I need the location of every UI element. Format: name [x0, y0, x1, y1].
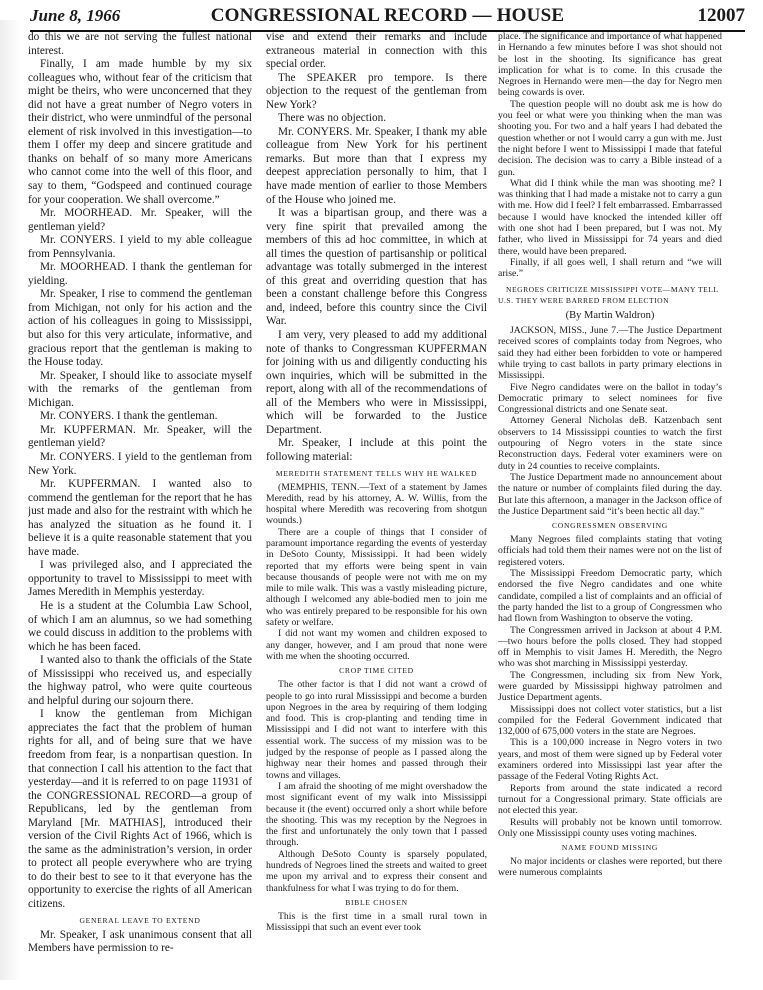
quoted-paragraph: The Congressmen arrived in Jackson at about 4 P.M.—two hours before the polls closed. They had stopped off in Memphis to visit James H. Meredith, the Negro who was shot marching in Mississippi yesterday.: [498, 624, 722, 670]
quoted-paragraph: The Justice Department made no announcement about the nature or number of complaints filed during the day. But late this afternoon, a manager in the Jackson office of the Justice Department said “it’s been hectic all day.”: [498, 471, 722, 517]
paragraph: Mr. CONYERS. Mr. Speaker, I thank my able colleague from New York for his pertinent remarks. But more than that I express my deepest appreciation personally to him, that I have made mention of earlier to those Members of the House who joined me.: [266, 125, 487, 206]
section-heading: CROP TIME CITED: [339, 666, 414, 676]
scan-edge-shadow: [0, 20, 20, 980]
quoted-paragraph: The Congressmen, including six from New York, were guarded by Mississippi highway patrolmen and Justice Department agents.: [498, 669, 722, 704]
quoted-paragraph: Although DeSoto County is sparsely populated, hundreds of Negroes lined the streets and waited to greet me upon my arrival and to express their consent and thankfulness for what I was trying to do for them.: [266, 848, 487, 894]
paragraph: Mr. Speaker, I rise to commend the gentleman from Michigan, not only for his action and the action of his colleagues in going to Mississippi, but also for this very articulate, informative, and gracious report that the gentleman is making to the House today.: [28, 288, 252, 369]
quoted-paragraph: No major incidents or clashes were reported, but there were numerous complaints: [498, 856, 722, 879]
paragraph: Finally, I am made humble by my six colleagues who, without fear of the criticism that might be theirs, who were unconcerned that they did not have a great number of Negro voters in their district, who were unmindful of the personal element of risk involved in this investigation—to them I offer my deep and sincere gratitude and thanks on behalf of so many more Americans who cannot come into the well of this floor, and say to them, “Godspeed and continued courage for your cooperation. We shall overcome.”: [28, 58, 252, 206]
quoted-paragraph: Attorney General Nicholas deB. Katzenbach sent observers to 14 Mississippi counties to watch the first outpouring of Negro voters in the state since Reconstruction days. Federal voter examiners were on duty in 24 counties to receive complaints.: [498, 415, 722, 472]
paragraph: I wanted also to thank the officials of the State of Mississippi who received us, and especially the highway patrol, who were quite courteous and helpful during our sojourn there.: [28, 654, 252, 707]
paragraph: I am very, very pleased to add my additional note of thanks to Congressman KUPFERMAN for joining with us and diligently conducting his own inquiries, which will be submitted in the report, along with all of the recommendations of all of the Members who were in Mississippi, which will be forwarded to the Justice Department.: [266, 329, 487, 436]
quoted-paragraph: Mississippi does not collect voter statistics, but a list compiled for the Federal Government indicated that 132,000 of 675,000 voters in the state are Negroes.: [498, 703, 722, 738]
quoted-paragraph: I am afraid the shooting of me might overshadow the most significant event of my walk into Mississippi because it (the event) occurred only a short while before the shooting. This was my reception by the Negroes in the first and unfortunately the only town that I passed through.: [266, 780, 487, 849]
page-number: 12007: [697, 5, 745, 26]
quoted-paragraph: Many Negroes filed complaints stating that voting officials had told them their names were not on the list of registered voters.: [498, 534, 722, 568]
paragraph: vise and extend their remarks and include extraneous material in connection with this special order.: [266, 31, 487, 71]
section-heading: NEGROES CRITICIZE MISSISSIPPI VOTE—MANY TELL U.S. THEY WERE BARRED FROM ELECTION: [498, 284, 719, 305]
paragraph: do this we are not serving the fullest national interest.: [28, 31, 252, 57]
quoted-paragraph: JACKSON, MISS., June 7.—The Justice Department received scores of complaints today from Negroes, who said they had either been forbidden to vote or hampered while trying to cast ballots in party primary elections in Mississippi.: [498, 325, 722, 382]
quoted-paragraph: This is the first time in a small rural town in Mississippi that such an event ever took: [266, 910, 487, 934]
quoted-paragraph: place. The significance and importance of what happened in Hernando a few minutes before I was shot should not be lost in the shooting. Its significance has great implication for what is to come. In this crusade the Negroes in Hernando were men—the day for Negro men being cowards is over.: [498, 31, 722, 99]
quoted-paragraph: Results will probably not be known until tomorrow. Only one Mississippi county uses voting machines.: [498, 816, 722, 839]
section-heading: MEREDITH STATEMENT TELLS WHY HE WALKED: [275, 468, 478, 478]
paragraph: Mr. Speaker, I ask unanimous consent that all Members have permission to re-: [28, 928, 252, 955]
page-header: [30, 4, 745, 32]
paragraph: It was a bipartisan group, and there was a very fine spirit that prevailed among the members of this ad hoc committee, in which at all times the question of partisanship or political advantage was totally submerged in the interest of this great and overriding question that has been a constant challenge before this Congress and, indeed, before this country since the Civil War.: [266, 207, 487, 328]
text-column-3: [498, 31, 722, 984]
paragraph: Mr. MOORHEAD. Mr. Speaker, will the gentleman yield?: [28, 207, 252, 233]
quoted-paragraph: Reports from around the state indicated a record turnout for a Congressional primary. State officials are not elected this year.: [498, 782, 722, 817]
quoted-paragraph: Five Negro candidates were on the ballot in today’s Democratic primary to select nominees for five Congressional districts and one Senate seat.: [498, 381, 722, 416]
section-heading: CONGRESSMEN OBSERVING: [552, 521, 668, 531]
paragraph: He is a student at the Columbia Law School, of which I am an alumnus, so we had something we could discuss in addition to the problems with which he has been faced.: [28, 599, 252, 653]
quoted-paragraph: This is a 100,000 increase in Negro voters in two years, and most of them were signed up by Federal voter examiners ordered into Mississippi last year after the passage of the Federal Voting Rights Act.: [498, 737, 722, 783]
quoted-paragraph: Finally, if all goes well, I shall return and “we will arise.”: [498, 256, 722, 280]
quoted-paragraph: (MEMPHIS, TENN.—Text of a statement by James Meredith, read by his attorney, A. W. Willis, from the hospital where Meredith was recovering from shotgun wounds.): [266, 481, 487, 527]
paragraph: Mr. CONYERS. I yield to the gentleman from New York.: [28, 450, 252, 477]
paragraph: Mr. Speaker, I should like to associate myself with the remarks of the gentleman from Michigan.: [28, 369, 252, 409]
text-column-1: [28, 31, 252, 984]
paragraph: Mr. CONYERS. I yield to my able colleague from Pennsylvania.: [28, 234, 252, 260]
paragraph: There was no objection.: [278, 112, 387, 125]
section-heading: GENERAL LEAVE TO EXTEND: [79, 915, 201, 925]
publication-title: CONGRESSIONAL RECORD — HOUSE: [210, 5, 565, 26]
issue-date: June 8, 1966: [30, 6, 121, 25]
paragraph: I was privileged also, and I appreciated the opportunity to travel to Mississippi to meet with James Meredith in Memphis yesterday.: [28, 559, 252, 599]
quoted-paragraph: What did I think while the man was shooting me? I was thinking that I had made a mistake not to carry a gun with me. How did I feel? I felt embarrassed. Embarrassed because I would have knocked the intended killer off with one shot had I been prepared, but I was not. My father, who lived in Mississippi for 74 years and died there, would have been prepared.: [498, 177, 722, 257]
paragraph: The SPEAKER pro tempore. Is there objection to the request of the gentleman from New York?: [266, 71, 487, 111]
quoted-paragraph: I did not want my women and children exposed to any danger, however, and I am proud that none were with me when the shooting occurred.: [266, 628, 487, 662]
paragraph: Mr. MOORHEAD. I thank the gentleman for yielding.: [28, 261, 252, 287]
paragraph: Mr. KUPFERMAN. I wanted also to commend the gentleman for the report that he has just made and also for the restraint with which he has analyzed the situation as he found it. I believe it is a quite reasonable statement that you have made.: [28, 478, 252, 558]
section-heading: NAME FOUND MISSING: [561, 843, 659, 853]
section-heading: BIBLE CHOSEN: [345, 897, 408, 907]
quoted-paragraph: The question people will no doubt ask me is how do you feel or what were you thinking when the man was shooting you. For two and a half years I had debated the question whether or not I would carry a gun with me. Just the night before I went to Mississippi I made that fateful decision. The decision was to carry a Bible instead of a gun.: [498, 98, 722, 178]
quoted-paragraph: The other factor is that I did not want a crowd of people to go into rural Mississippi and become a burden upon Negroes in the area by requiring of them lodging and food. This is crop-planting and tending time in Mississippi and I did not want to interfere with this essential work. The success of my mission was to be judged by the response of people as I passed along the highway near their homes and passed through their towns and villages.: [266, 679, 487, 781]
byline: (By Martin Waldron): [565, 309, 655, 321]
paragraph: I know the gentleman from Michigan appreciates the fact that the problem of human rights for all, and of being sure that we have freedom from fear, is a nonpartisan question. In that connection I call his attention to the fact that yesterday—and it is referred to on page 11931 of the CONGRESSIONAL RECORD—a group of Republicans, led by the gentleman from Maryland [Mr. MATHIAS], introduced their version of the Civil Rights Act of 1966, which is the same as the administration’s version, in order to protect all people everywhere who are trying to do their best to see to it that everyone has the opportunity to exercise the rights of all American citizens.: [28, 708, 252, 910]
paragraph: Mr. CONYERS. I thank the gentleman.: [40, 410, 218, 423]
paragraph: Mr. KUPFERMAN. Mr. Speaker, will the gentleman yield?: [28, 423, 252, 450]
text-column-2: [266, 31, 487, 984]
quoted-paragraph: The Mississippi Freedom Democratic party, which endorsed the five Negro candidates and one white candidate, compiled a list of complaints and an official of the party handed the list to a group of Congressmen who had flown from Washington to observe the voting.: [498, 568, 722, 625]
paragraph: Mr. Speaker, I include at this point the following material:: [266, 437, 487, 463]
quoted-paragraph: There are a couple of things that I consider of paramount importance regarding the events of yesterday in DeSoto County, Mississippi. It had been widely reported that my efforts were being spent in vain because thousands of people were not with me on my mile to mile walk. This was a vastly misleading picture, although I welcomed any able-bodied men to join me who was entirely prepared to be responsible for his own safety or welfare.: [266, 526, 487, 629]
